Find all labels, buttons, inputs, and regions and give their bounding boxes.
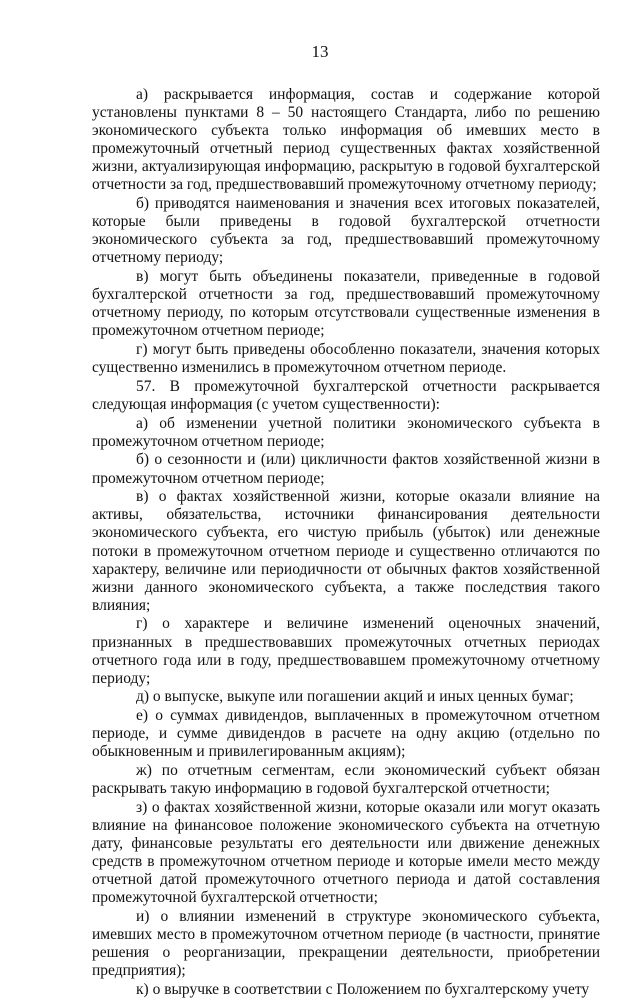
item-57-k: к) о выручке в соответствии с Положением по бухгалтерскому учету [136, 980, 590, 998]
item-57-b: б) о сезонности и (или) цикличности фактов хозяйственной жизни в промежуточном отчетном периоде; [92, 451, 600, 487]
paragraph-a: а) раскрывается информация, состав и содержание которой установлены пунктами 8 – 50 настоящего Стандарта, либо по решению экономического субъекта только информация об имевших место в промежуточный отчетный период существенных фактах хозяйственной жизни, актуализирующая информацию, раскрытую в годовой бухгалтерской отчетности за год, предшествовавший промежуточному отчетному периоду; [92, 86, 600, 194]
item-57-z: з) о фактах хозяйственной жизни, которые оказали или могут оказать влияние на финансовое положение экономического субъекта на отчетную дату, финансовые результаты его деятельности или движение денежных средств в промежуточном отчетном периоде и которые имели место между отчетной датой промежуточного отчетного периода и датой составления промежуточной бухгалтерской отчетности; [92, 798, 600, 907]
page-number: 13 [311, 42, 329, 61]
item-57-g: г) о характере и величине изменений оценочных значений, признанных в предшествовавших промежуточных отчетных периодах отчетного года или в году, предшествовавшем промежуточному отчетному периоду; [92, 615, 600, 687]
paragraph-g: г) могут быть приведены обособленно показатели, значения которых существенно изменились в промежуточном отчетном периоде. [92, 341, 600, 377]
item-57-e: е) о суммах дивидендов, выплаченных в промежуточном отчетном периоде, и сумме дивидендов в расчете на одну акцию (отдельно по обыкновенным и привилегированным акциям); [92, 707, 600, 761]
document-body [92, 86, 600, 999]
paragraph-v: в) могут быть объединены показатели, приведенные в годовой бухгалтерской отчетности за год, предшествовавший промежуточному отчетному периоду, по которым отсутствовали существенные изменения в промежуточном отчетном периоде; [92, 268, 600, 340]
item-57-zh: ж) по отчетным сегментам, если экономический субъект обязан раскрывать такую информацию в годовой бухгалтерской отчетности; [92, 762, 600, 798]
item-57-a: а) об изменении учетной политики экономического субъекта в промежуточном отчетном периоде; [92, 414, 600, 450]
item-57-d: д) о выпуске, выкупе или погашении акций и иных ценных бумаг; [136, 688, 574, 706]
item-57-v: в) о фактах хозяйственной жизни, которые оказали влияние на активы, обязательства, источники финансирования деятельности экономического субъекта, его чистую прибыль (убыток) или денежные потоки в промежуточном отчетном периоде и существенно отличаются по характеру, величине или периодичности от обычных фактов хозяйственной жизни данного экономического субъекта, а также последствия такого влияния; [92, 488, 600, 614]
item-57-i: и) о влиянии изменений в структуре экономического субъекта, имевших место в промежуточном отчетном периоде (в частности, принятие решения о реорганизации, прекращении деятельности, приобретении предприятия); [92, 907, 600, 980]
paragraph-57: 57. В промежуточной бухгалтерской отчетности раскрывается следующая информация (с учетом существенности): [92, 377, 600, 413]
paragraph-b: б) приводятся наименования и значения всех итоговых показателей, которые были приведены в годовой бухгалтерской отчетности экономического субъекта за год, предшествовавший промежуточному отчетному периоду; [92, 195, 600, 267]
